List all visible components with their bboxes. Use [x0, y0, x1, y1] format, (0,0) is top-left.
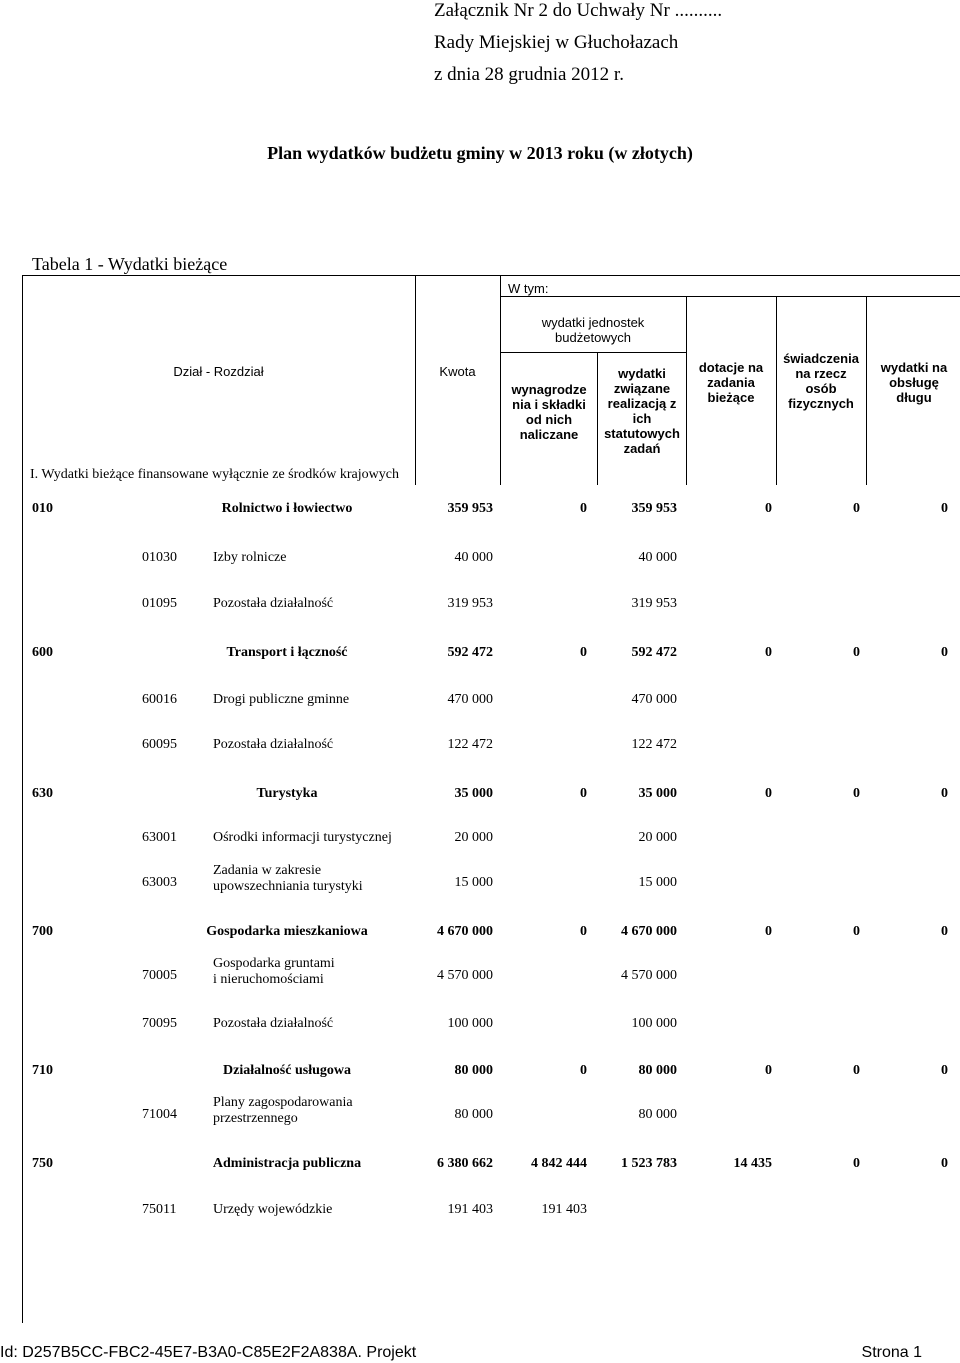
rozdzial-name-line2: upowszechniania turystyki — [213, 879, 363, 894]
wynagrodzenia-value: 191 403 — [541, 1202, 587, 1217]
col-swiadczenia: świadczenia na rzecz osób fizycznych — [783, 351, 859, 411]
col-dotacje: dotacje na zadania bieżące — [698, 360, 764, 405]
rozdzial-name-line1: Zadania w zakresie — [213, 863, 322, 878]
col-dlug: wydatki na obsługę długu — [880, 360, 948, 405]
zwiazane-value: 40 000 — [638, 550, 677, 565]
zwiazane-value: 15 000 — [638, 875, 677, 890]
kwota-value: 359 953 — [447, 501, 493, 516]
zwiazane-value: 319 953 — [631, 596, 677, 611]
rozdzial-name-line2: i nieruchomościami — [213, 972, 324, 987]
kwota-value: 191 403 — [447, 1202, 493, 1217]
kwota-value: 319 953 — [447, 596, 493, 611]
dzial-name: Rolnictwo i łowiectwo — [221, 501, 353, 516]
dzial-name: Działalność usługowa — [223, 1063, 351, 1078]
zwiazane-value: 80 000 — [638, 1063, 677, 1078]
dzial-code: 010 — [32, 501, 53, 516]
zwiazane-value: 470 000 — [631, 692, 677, 707]
zwiazane-value: 4 570 000 — [621, 968, 677, 983]
rozdzial-code: 60095 — [142, 737, 177, 752]
rozdzial-name-line2: przestrzennego — [213, 1111, 298, 1126]
kwota-value: 80 000 — [454, 1107, 493, 1122]
page-number: Strona 1 — [861, 1344, 922, 1361]
col-w-tym: W tym: — [508, 281, 549, 296]
zwiazane-value: 359 953 — [631, 501, 677, 516]
rozdzial-code: 60016 — [142, 692, 177, 707]
col-zwiazane: wydatki związane realizacją z ich statutowych zadań — [604, 366, 680, 456]
kwota-value: 4 570 000 — [437, 968, 493, 983]
wynagrodzenia-value: 0 — [580, 645, 587, 660]
rozdzial-name-line1: Plany zagospodarowania — [213, 1095, 353, 1110]
rozdzial-name: Pozostała działalność — [213, 737, 334, 752]
table-title: Tabela 1 - Wydatki bieżące — [32, 254, 228, 274]
wynagrodzenia-value: 4 842 444 — [531, 1156, 587, 1171]
zwiazane-value: 592 472 — [631, 645, 677, 660]
zwiazane-value: 4 670 000 — [621, 924, 677, 939]
col-wydatki-jednostek: wydatki jednostek budżetowych — [541, 315, 645, 345]
attachment-number: Załącznik Nr 2 do Uchwały Nr .......... — [434, 0, 723, 21]
dlug-value: 0 — [941, 786, 948, 801]
zwiazane-value: 100 000 — [631, 1016, 677, 1031]
dlug-value: 0 — [941, 1156, 948, 1171]
zwiazane-value: 20 000 — [638, 830, 677, 845]
rozdzial-code: 01030 — [142, 550, 177, 565]
rozdzial-code: 70005 — [142, 968, 177, 983]
dzial-name: Transport i łączność — [226, 645, 348, 660]
col-wynagrodzenia: wynagrodze nia i składki od nich naliczane — [511, 382, 587, 442]
rozdzial-name: Ośrodki informacji turystycznej — [213, 830, 392, 845]
wynagrodzenia-value: 0 — [580, 1063, 587, 1078]
kwota-value: 20 000 — [454, 830, 493, 845]
dotacje-value: 0 — [765, 786, 772, 801]
dotacje-value: 14 435 — [733, 1156, 772, 1171]
rozdzial-code: 63003 — [142, 875, 177, 890]
kwota-value: 15 000 — [454, 875, 493, 890]
dlug-value: 0 — [941, 501, 948, 516]
swiadczenia-value: 0 — [853, 645, 860, 660]
swiadczenia-value: 0 — [853, 924, 860, 939]
rozdzial-name: Pozostała działalność — [213, 1016, 334, 1031]
page-title: Plan wydatków budżetu gminy w 2013 roku (w złotych) — [267, 143, 693, 163]
dzial-code: 710 — [32, 1063, 53, 1078]
kwota-value: 592 472 — [447, 645, 493, 660]
swiadczenia-value: 0 — [853, 786, 860, 801]
zwiazane-value: 35 000 — [638, 786, 677, 801]
rozdzial-name: Izby rolnicze — [213, 550, 287, 565]
wynagrodzenia-value: 0 — [580, 924, 587, 939]
kwota-value: 35 000 — [454, 786, 493, 801]
rozdzial-name: Pozostała działalność — [213, 596, 334, 611]
rozdzial-code: 01095 — [142, 596, 177, 611]
kwota-value: 6 380 662 — [437, 1156, 493, 1171]
kwota-value: 122 472 — [447, 737, 493, 752]
kwota-value: 470 000 — [447, 692, 493, 707]
rozdzial-code: 71004 — [142, 1107, 177, 1122]
zwiazane-value: 122 472 — [631, 737, 677, 752]
col-dzial-rozdzial: Dział - Rozdział — [173, 364, 264, 379]
kwota-value: 80 000 — [454, 1063, 493, 1078]
wynagrodzenia-value: 0 — [580, 786, 587, 801]
dotacje-value: 0 — [765, 924, 772, 939]
resolution-date: z dnia 28 grudnia 2012 r. — [434, 64, 624, 85]
dzial-code: 750 — [32, 1156, 53, 1171]
rozdzial-code: 63001 — [142, 830, 177, 845]
document-id: Id: D257B5CC-FBC2-45E7-B3A0-C85E2F2A838A. Projekt — [0, 1344, 417, 1361]
dzial-name: Turystyka — [256, 786, 318, 801]
dlug-value: 0 — [941, 645, 948, 660]
dotacje-value: 0 — [765, 1063, 772, 1078]
wynagrodzenia-value: 0 — [580, 501, 587, 516]
section-title: I. Wydatki bieżące finansowane wyłącznie ze środków krajowych — [30, 467, 399, 482]
rozdzial-name-line1: Gospodarka gruntami — [213, 956, 335, 971]
swiadczenia-value: 0 — [853, 501, 860, 516]
col-kwota: Kwota — [439, 364, 476, 379]
swiadczenia-value: 0 — [853, 1156, 860, 1171]
dzial-code: 630 — [32, 786, 53, 801]
council-name: Rady Miejskiej w Głuchołazach — [434, 32, 679, 53]
dotacje-value: 0 — [765, 501, 772, 516]
rozdzial-name: Drogi publiczne gminne — [213, 692, 350, 707]
kwota-value: 4 670 000 — [437, 924, 493, 939]
swiadczenia-value: 0 — [853, 1063, 860, 1078]
dzial-name: Gospodarka mieszkaniowa — [206, 924, 368, 939]
kwota-value: 40 000 — [454, 550, 493, 565]
rozdzial-code: 70095 — [142, 1016, 177, 1031]
kwota-value: 100 000 — [447, 1016, 493, 1031]
zwiazane-value: 1 523 783 — [621, 1156, 677, 1171]
dotacje-value: 0 — [765, 645, 772, 660]
zwiazane-value: 80 000 — [638, 1107, 677, 1122]
dzial-code: 700 — [32, 924, 53, 939]
rozdzial-code: 75011 — [142, 1202, 177, 1217]
dzial-name: Administracja publiczna — [212, 1156, 362, 1171]
dzial-code: 600 — [32, 645, 53, 660]
dlug-value: 0 — [941, 1063, 948, 1078]
rozdzial-name: Urzędy wojewódzkie — [213, 1202, 333, 1217]
dlug-value: 0 — [941, 924, 948, 939]
